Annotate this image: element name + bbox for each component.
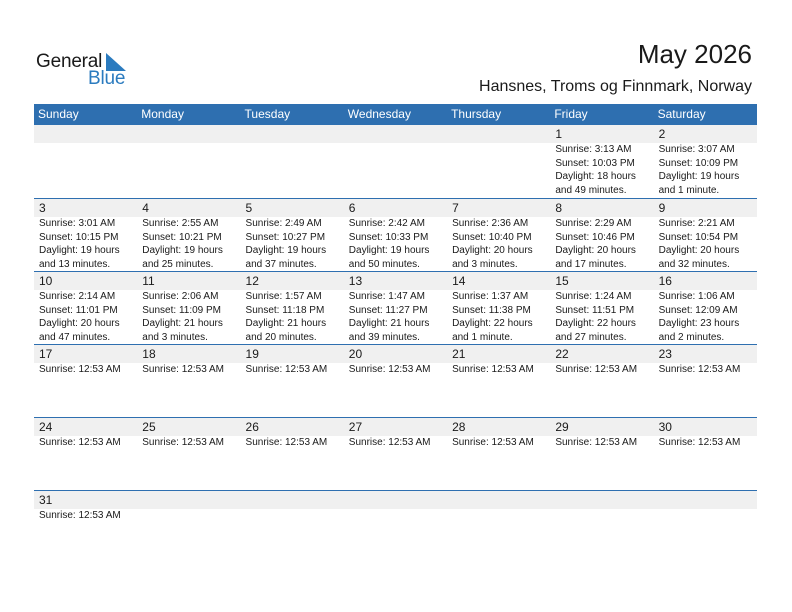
day-cell xyxy=(344,345,447,417)
day-info-line: Sunset: 11:27 PM xyxy=(348,304,428,316)
day-info-line: Sunrise: 12:53 AM xyxy=(245,437,328,448)
day-cell xyxy=(241,491,344,563)
day-info-line: Sunrise: 2:36 AM xyxy=(452,218,529,229)
day-number: 21 xyxy=(452,347,466,361)
day-cell xyxy=(344,418,447,490)
day-number: 23 xyxy=(658,347,672,361)
day-number: 31 xyxy=(39,493,53,507)
day-number xyxy=(349,491,447,509)
day-number xyxy=(659,491,757,509)
day-number: 8 xyxy=(555,201,563,215)
weekday-sunday: Sunday xyxy=(38,107,79,121)
day-info-line: and 50 minutes. xyxy=(348,258,420,270)
day-number: 30 xyxy=(658,420,672,434)
day-number: 28 xyxy=(452,420,466,434)
day-info-line: Sunset: 11:09 PM xyxy=(142,304,222,316)
day-info-line: Sunrise: 2:29 AM xyxy=(555,218,632,229)
day-info-line: Sunrise: 1:24 AM xyxy=(555,291,632,302)
week-cells xyxy=(34,491,757,563)
week-cells xyxy=(34,125,757,198)
day-number: 6 xyxy=(348,201,356,215)
day-info-line: Daylight: 19 hours xyxy=(142,245,223,256)
day-number: 24 xyxy=(39,420,53,434)
day-info-line: and 1 minute. xyxy=(658,184,720,196)
day-info-line: Sunset: 10:40 PM xyxy=(452,231,532,243)
day-info-line: Sunrise: 12:53 AM xyxy=(39,437,121,448)
day-info-line: and 17 minutes. xyxy=(555,258,627,270)
day-number: 18 xyxy=(142,347,156,361)
day-info-line: Daylight: 19 hours xyxy=(348,245,430,256)
day-info-line: Daylight: 20 hours xyxy=(452,245,533,256)
day-info-line: Sunrise: 2:06 AM xyxy=(142,291,219,302)
day-number: 13 xyxy=(348,274,363,288)
day-number: 4 xyxy=(142,201,149,215)
day-info-line: Daylight: 22 hours xyxy=(452,318,533,329)
day-cell xyxy=(447,491,550,563)
day-info-line: Daylight: 18 hours xyxy=(555,171,636,182)
day-info-line: and 49 minutes. xyxy=(555,184,627,196)
day-cell xyxy=(34,345,137,417)
day-info-line: Sunrise: 12:53 AM xyxy=(39,510,121,521)
day-info-line: Sunset: 10:09 PM xyxy=(658,157,739,169)
day-info-line: Sunrise: 12:53 AM xyxy=(555,437,638,448)
location-subtitle: Hansnes, Troms og Finnmark, Norway xyxy=(479,78,752,95)
day-cell xyxy=(344,491,447,563)
day-info-line: Sunrise: 1:06 AM xyxy=(658,291,735,302)
week-row xyxy=(34,271,757,344)
day-info-line: Daylight: 21 hours xyxy=(245,318,327,329)
day-info-line: Sunrise: 12:53 AM xyxy=(452,437,534,448)
weekday-thursday: Thursday xyxy=(451,107,502,121)
day-info-line: Sunrise: 2:42 AM xyxy=(348,218,425,229)
day-number xyxy=(349,125,447,143)
day-cell xyxy=(344,272,447,344)
day-info-line: Daylight: 19 hours xyxy=(39,245,120,256)
day-info-line: and 1 minute. xyxy=(452,331,513,343)
day-cell xyxy=(447,418,550,490)
day-info-line: Sunset: 10:33 PM xyxy=(348,231,429,243)
day-number: 7 xyxy=(452,201,459,215)
day-info-line: Sunrise: 12:53 AM xyxy=(555,364,638,375)
day-cell xyxy=(241,272,344,344)
weekday-monday: Monday xyxy=(141,107,184,121)
day-cell xyxy=(447,199,550,271)
day-cell xyxy=(34,418,137,490)
day-info-line: Sunrise: 2:55 AM xyxy=(142,218,219,229)
day-cell xyxy=(241,125,344,198)
day-number: 1 xyxy=(555,127,563,141)
weekday-friday: Friday xyxy=(554,107,588,121)
day-info-line: Daylight: 21 hours xyxy=(142,318,223,329)
weekday-header xyxy=(34,104,757,125)
logo-blue-text: Blue xyxy=(88,68,126,89)
day-number: 27 xyxy=(348,420,363,434)
weekday-wednesday: Wednesday xyxy=(347,107,411,121)
day-info-line: and 32 minutes. xyxy=(658,258,730,270)
day-info-line: Sunrise: 2:14 AM xyxy=(39,291,116,302)
day-cell xyxy=(550,199,653,271)
week-cells xyxy=(34,418,757,490)
day-cell xyxy=(241,199,344,271)
day-cell xyxy=(654,272,757,344)
day-info-line: Sunrise: 3:13 AM xyxy=(555,144,632,155)
day-info-line: Sunset: 11:38 PM xyxy=(452,304,531,316)
day-number: 11 xyxy=(142,274,155,288)
day-number xyxy=(555,491,653,509)
week-row xyxy=(34,125,757,198)
day-info-line: and 3 minutes. xyxy=(452,258,518,270)
day-info-line: Sunrise: 12:53 AM xyxy=(245,364,328,375)
day-number xyxy=(142,125,240,143)
page-title: May 2026 xyxy=(637,39,752,69)
day-info-line: Sunrise: 12:53 AM xyxy=(452,364,534,375)
day-number xyxy=(452,491,550,509)
day-cell xyxy=(550,272,653,344)
day-cell xyxy=(550,491,653,563)
day-info-line: Daylight: 20 hours xyxy=(39,318,120,329)
day-info-line: Daylight: 23 hours xyxy=(658,318,740,329)
day-cell xyxy=(34,491,137,563)
day-cell xyxy=(654,199,757,271)
day-number: 3 xyxy=(39,201,46,215)
day-number xyxy=(452,125,550,143)
day-info-line: and 3 minutes. xyxy=(142,331,208,343)
day-cell xyxy=(241,345,344,417)
day-number: 22 xyxy=(555,347,569,361)
day-info-line: Sunrise: 2:21 AM xyxy=(658,218,735,229)
week-cells xyxy=(34,272,757,344)
day-info-line: Daylight: 22 hours xyxy=(555,318,636,329)
day-info-line: Sunrise: 2:49 AM xyxy=(245,218,322,229)
week-cells xyxy=(34,345,757,417)
day-number xyxy=(246,125,344,143)
day-number: 17 xyxy=(39,347,53,361)
day-info-line: Sunrise: 1:37 AM xyxy=(452,291,529,302)
day-number: 29 xyxy=(555,420,569,434)
day-number xyxy=(142,491,240,509)
day-info-line: Sunset: 11:18 PM xyxy=(245,304,325,316)
day-cell xyxy=(137,272,240,344)
day-info-line: Daylight: 20 hours xyxy=(658,245,740,256)
day-info-line: Sunset: 10:27 PM xyxy=(245,231,326,243)
day-cell xyxy=(241,418,344,490)
logo-general-text: General xyxy=(36,51,103,72)
day-cell xyxy=(654,125,757,198)
day-number: 14 xyxy=(452,274,466,288)
day-info-line: Sunrise: 1:47 AM xyxy=(348,291,425,302)
day-cell xyxy=(447,272,550,344)
day-cell xyxy=(34,125,137,198)
weekday-saturday: Saturday xyxy=(657,107,706,121)
day-cell xyxy=(137,418,240,490)
calendar-grid xyxy=(34,104,757,563)
day-info-line: Sunrise: 12:53 AM xyxy=(658,364,741,375)
day-info-line: and 39 minutes. xyxy=(348,331,420,343)
day-cell xyxy=(137,345,240,417)
day-info-line: Sunrise: 12:53 AM xyxy=(348,437,431,448)
day-number: 19 xyxy=(245,347,259,361)
day-cell xyxy=(654,491,757,563)
day-cell xyxy=(550,418,653,490)
day-info-line: Sunrise: 12:53 AM xyxy=(348,364,431,375)
day-info-line: Sunset: 12:09 AM xyxy=(658,304,738,316)
logo xyxy=(36,50,136,90)
day-cell xyxy=(137,125,240,198)
day-info-line: and 25 minutes. xyxy=(142,258,214,270)
day-number: 25 xyxy=(142,420,156,434)
day-cell xyxy=(654,345,757,417)
weekday-tuesday: Tuesday xyxy=(244,107,291,121)
week-row xyxy=(34,490,757,563)
day-info-line: Daylight: 19 hours xyxy=(658,171,740,182)
day-info-line: Sunrise: 1:57 AM xyxy=(245,291,322,302)
weeks-container xyxy=(34,125,757,563)
day-cell xyxy=(447,125,550,198)
day-number: 16 xyxy=(658,274,672,288)
day-number xyxy=(39,125,137,143)
day-number: 5 xyxy=(245,201,253,215)
day-cell xyxy=(34,199,137,271)
day-number: 15 xyxy=(555,274,569,288)
day-cell xyxy=(550,125,653,198)
day-info-line: Sunset: 10:54 PM xyxy=(658,231,739,243)
day-info-line: Daylight: 20 hours xyxy=(555,245,636,256)
day-info-line: and 27 minutes. xyxy=(555,331,627,343)
day-number xyxy=(246,491,344,509)
day-info-line: Sunset: 10:46 PM xyxy=(555,231,635,243)
day-info-line: Sunset: 10:15 PM xyxy=(39,231,119,243)
day-info-line: Sunrise: 12:53 AM xyxy=(142,437,224,448)
day-number: 9 xyxy=(658,201,666,215)
day-info-line: and 13 minutes. xyxy=(39,258,111,270)
day-cell xyxy=(344,125,447,198)
week-cells xyxy=(34,199,757,271)
day-number: 26 xyxy=(245,420,259,434)
day-info-line: Daylight: 21 hours xyxy=(348,318,430,329)
day-info-line: and 2 minutes. xyxy=(658,331,725,343)
day-cell xyxy=(34,272,137,344)
day-cell xyxy=(447,345,550,417)
day-info-line: and 47 minutes. xyxy=(39,331,111,343)
day-number: 2 xyxy=(658,127,666,141)
day-info-line: Sunrise: 12:53 AM xyxy=(142,364,224,375)
week-row xyxy=(34,417,757,490)
day-cell xyxy=(137,199,240,271)
week-row xyxy=(34,344,757,417)
week-row xyxy=(34,198,757,271)
day-number: 12 xyxy=(245,274,259,288)
day-info-line: Sunset: 10:21 PM xyxy=(142,231,222,243)
day-number: 10 xyxy=(39,274,53,288)
day-info-line: and 20 minutes. xyxy=(245,331,317,343)
day-cell xyxy=(654,418,757,490)
day-info-line: Sunrise: 3:01 AM xyxy=(39,218,116,229)
day-cell xyxy=(137,491,240,563)
day-number: 20 xyxy=(348,347,363,361)
day-info-line: Daylight: 19 hours xyxy=(245,245,327,256)
day-info-line: Sunrise: 12:53 AM xyxy=(658,437,741,448)
day-info-line: Sunset: 10:03 PM xyxy=(555,157,635,169)
day-info-line: Sunset: 11:51 PM xyxy=(555,304,635,316)
day-info-line: and 37 minutes. xyxy=(245,258,317,270)
day-cell xyxy=(550,345,653,417)
day-info-line: Sunrise: 3:07 AM xyxy=(658,144,735,155)
day-info-line: Sunset: 11:01 PM xyxy=(39,304,118,316)
day-info-line: Sunrise: 12:53 AM xyxy=(39,364,121,375)
day-cell xyxy=(344,199,447,271)
